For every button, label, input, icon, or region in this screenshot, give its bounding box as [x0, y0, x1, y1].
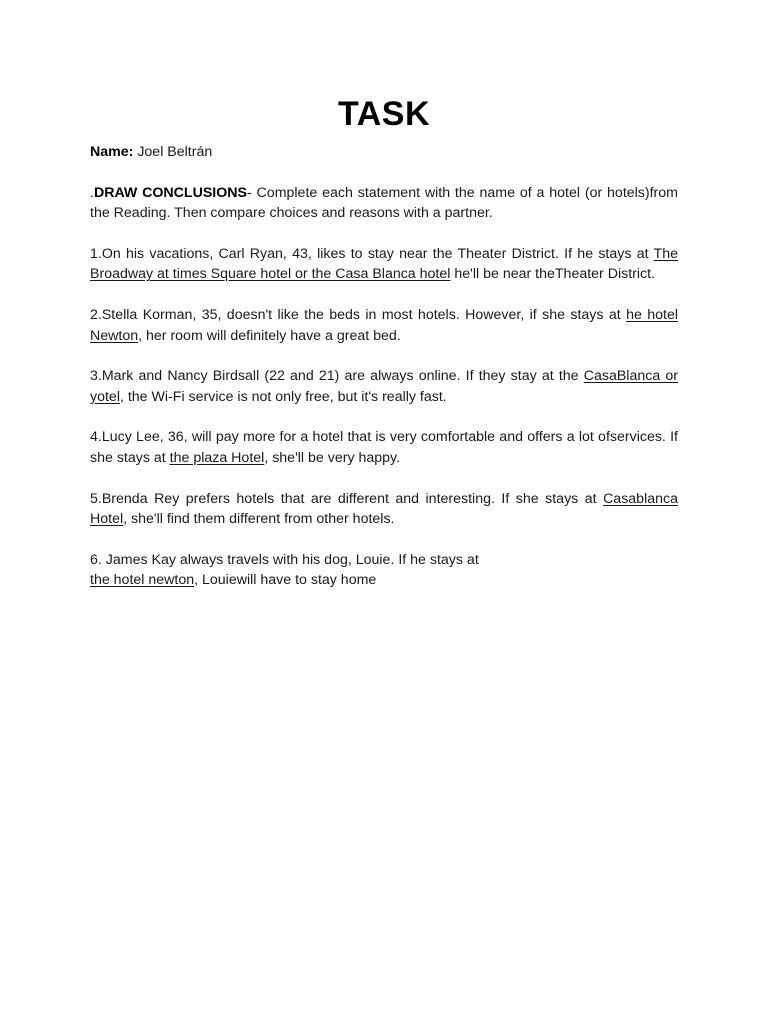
statement-answer: The Broadway at times Square hotel or the Casa Blanca hotel — [90, 245, 678, 283]
statement-4 — [90, 427, 678, 468]
intro-text: - Complete each statement with the name of a hotel (or hotels)from the Reading. Then compare choices and reasons with a partner. — [90, 184, 678, 222]
statement-answer: CasaBlanca or yotel — [90, 368, 678, 405]
statement-text: , her room will definitely have a great bed. — [138, 327, 401, 344]
statement-1 — [90, 244, 678, 285]
statement-answer: he hotel Newton — [90, 306, 678, 344]
statement-5 — [90, 489, 678, 530]
statement-text: , she'll be very happy. — [264, 449, 401, 466]
statement-6 — [90, 550, 678, 591]
statement-answer: the hotel newton — [90, 572, 195, 589]
intro-paragraph — [90, 183, 678, 224]
name-line — [90, 142, 678, 163]
statement-text: 6. James Kay always travels with his dog, Louie. If he stays at — [90, 551, 479, 568]
statement-answer: Casablanca Hotel — [90, 490, 678, 528]
statement-text: , the Wi-Fi service is not only free, but it's really fast. — [119, 388, 447, 405]
statement-text: , Louiewill have to stay home — [194, 572, 377, 589]
statement-2 — [90, 305, 678, 346]
statement-text: he'll be near theTheater District. — [450, 266, 656, 283]
statement-text: , she'll find them different from other hotels. — [123, 511, 395, 528]
name-value: Joel Beltrán — [137, 144, 213, 160]
intro-heading: DRAW CONCLUSIONS — [93, 184, 247, 201]
statement-last-line — [90, 570, 678, 591]
statement-text: 4.Lucy Lee, 36, will pay more for a hotel that is very comfortable and offers a lot ofservices. If she stays at — [90, 429, 678, 466]
statement-text: 3.Mark and Nancy Birdsall (22 and 21) are always online. If they stay at the — [90, 368, 584, 385]
statement-text: 2.Stella Korman, 35, doesn't like the beds in most hotels. However, if she stays at — [90, 306, 627, 323]
name-label: Name: — [90, 144, 134, 160]
page-title: TASK — [337, 95, 431, 133]
intro-prefix: . — [90, 184, 94, 201]
statement-text: 5.Brenda Rey prefers hotels that are different and interesting. If she stays at — [90, 490, 604, 507]
document-page — [90, 0, 678, 591]
statement-3 — [90, 366, 678, 407]
statement-text: 1.On his vacations, Carl Ryan, 43, likes to stay near the Theater District. If he stays at — [90, 245, 654, 262]
statement-answer: the plaza Hotel — [169, 449, 265, 466]
